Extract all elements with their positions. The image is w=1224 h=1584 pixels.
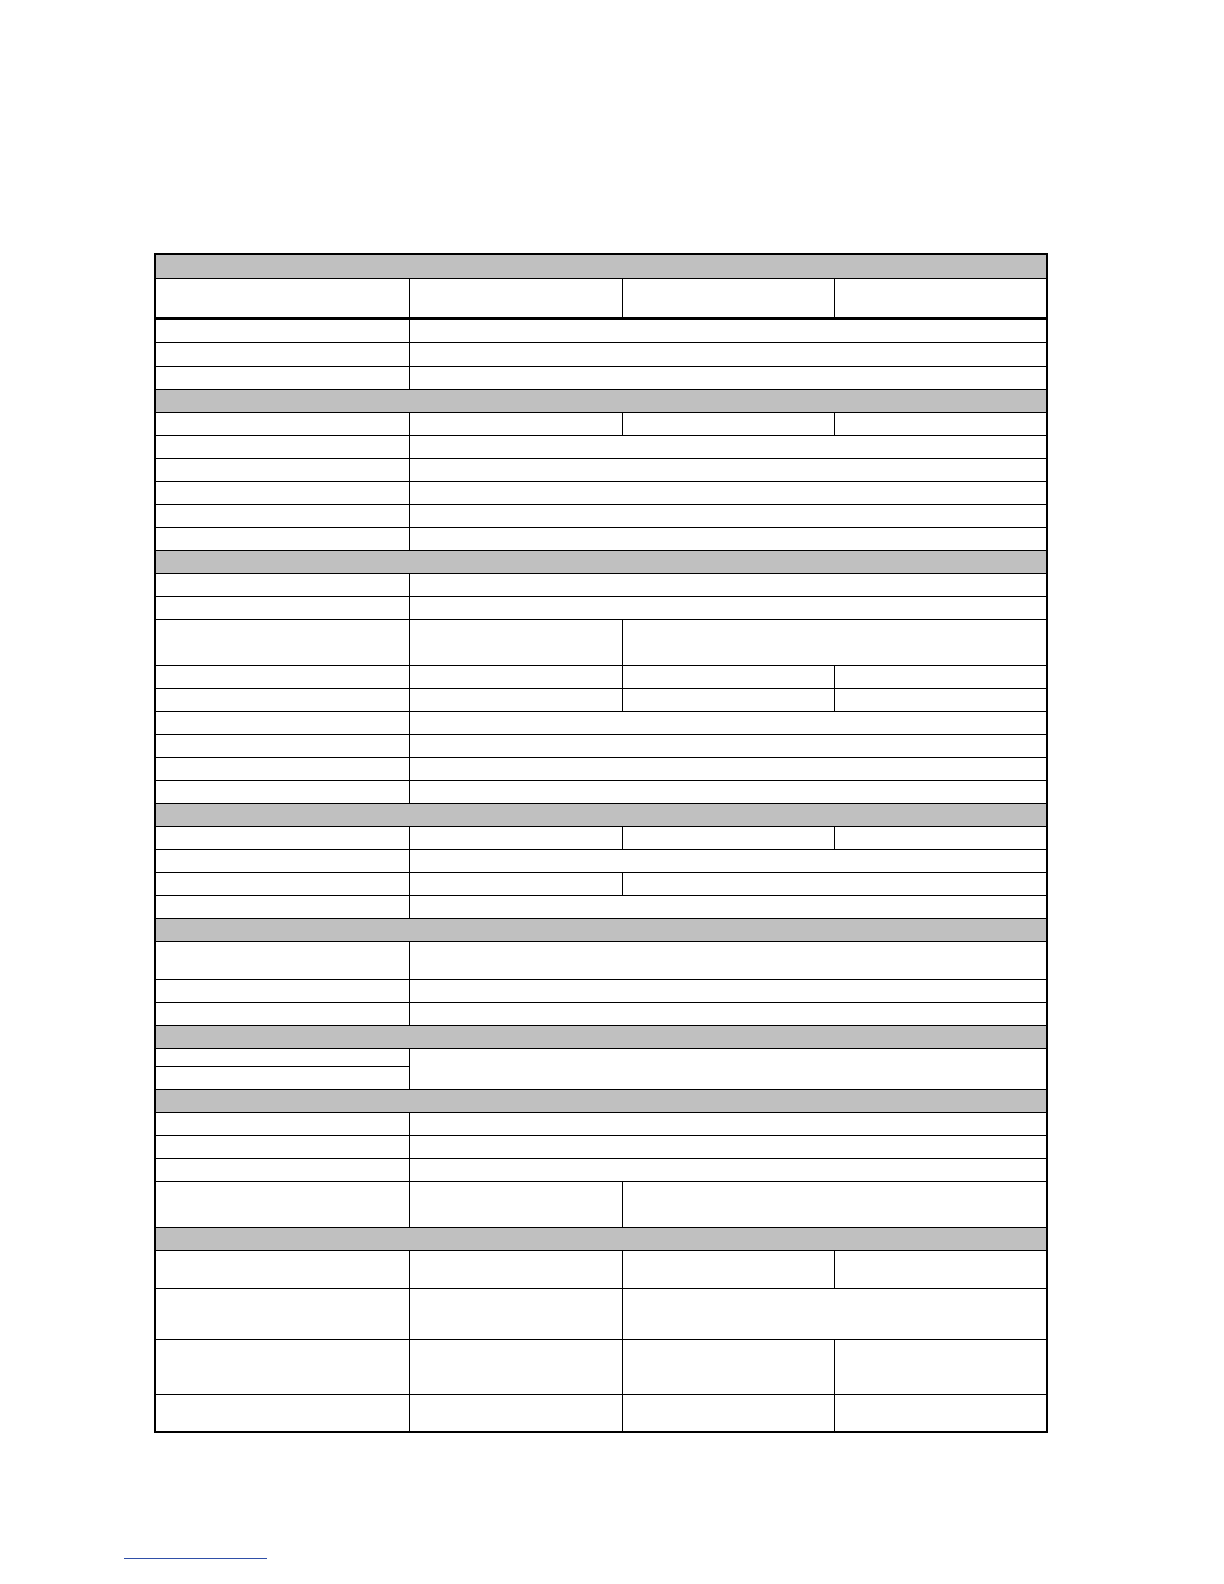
field-value[interactable] xyxy=(409,504,1047,527)
field-label xyxy=(155,1135,409,1158)
field-label xyxy=(155,619,409,665)
field-value[interactable] xyxy=(409,711,1047,734)
field-label xyxy=(155,826,409,849)
field-value[interactable] xyxy=(409,849,1047,872)
column-header-label xyxy=(155,278,409,318)
field-label xyxy=(155,1158,409,1181)
column-header-3 xyxy=(622,278,834,318)
field-label xyxy=(155,435,409,458)
field-value[interactable] xyxy=(409,527,1047,550)
field-label xyxy=(155,1250,409,1288)
section-header-7 xyxy=(155,1089,1047,1112)
field-label xyxy=(155,1002,409,1025)
field-label xyxy=(155,458,409,481)
field-value[interactable] xyxy=(409,1135,1047,1158)
field-value[interactable] xyxy=(622,619,1047,665)
field-value[interactable] xyxy=(622,1250,834,1288)
field-label xyxy=(155,527,409,550)
field-value[interactable] xyxy=(409,1394,622,1432)
field-value[interactable] xyxy=(622,826,834,849)
field-label xyxy=(155,979,409,1002)
field-value[interactable] xyxy=(409,757,1047,780)
field-value[interactable] xyxy=(409,573,1047,596)
field-value[interactable] xyxy=(622,872,1047,895)
field-label xyxy=(155,1066,409,1089)
field-value[interactable] xyxy=(409,872,622,895)
field-value[interactable] xyxy=(409,895,1047,918)
field-value[interactable] xyxy=(834,665,1047,688)
column-header-4 xyxy=(834,278,1047,318)
section-header-5 xyxy=(155,918,1047,941)
field-label xyxy=(155,780,409,803)
field-label xyxy=(155,596,409,619)
field-label xyxy=(155,1394,409,1432)
field-label xyxy=(155,734,409,757)
form-table xyxy=(154,253,1048,1433)
column-header-2 xyxy=(409,278,622,318)
field-value[interactable] xyxy=(622,1339,834,1394)
field-value[interactable] xyxy=(409,665,622,688)
field-value[interactable] xyxy=(409,1002,1047,1025)
field-value[interactable] xyxy=(834,826,1047,849)
field-value[interactable] xyxy=(409,458,1047,481)
field-label xyxy=(155,757,409,780)
section-header-8 xyxy=(155,1227,1047,1250)
field-value[interactable] xyxy=(409,596,1047,619)
field-value[interactable] xyxy=(409,1339,622,1394)
field-value[interactable] xyxy=(409,1112,1047,1135)
field-label xyxy=(155,1288,409,1339)
field-label xyxy=(155,665,409,688)
field-label xyxy=(155,895,409,918)
section-header-6 xyxy=(155,1025,1047,1048)
field-value[interactable] xyxy=(409,342,1047,366)
section-header-4 xyxy=(155,803,1047,826)
field-value[interactable] xyxy=(622,665,834,688)
field-value[interactable] xyxy=(834,1394,1047,1432)
section-header-1 xyxy=(155,254,1047,278)
field-value[interactable] xyxy=(834,688,1047,711)
field-value[interactable] xyxy=(834,1250,1047,1288)
field-label xyxy=(155,688,409,711)
field-value[interactable] xyxy=(409,412,622,435)
field-value[interactable] xyxy=(834,412,1047,435)
field-label xyxy=(155,872,409,895)
field-value[interactable] xyxy=(622,1394,834,1432)
field-label xyxy=(155,412,409,435)
footnote-separator xyxy=(124,1558,267,1559)
field-label xyxy=(155,941,409,979)
field-value[interactable] xyxy=(409,619,622,665)
field-value[interactable] xyxy=(409,1250,622,1288)
field-value[interactable] xyxy=(622,688,834,711)
field-value[interactable] xyxy=(409,941,1047,979)
field-value[interactable] xyxy=(409,318,1047,342)
field-label xyxy=(155,1339,409,1394)
field-value[interactable] xyxy=(409,688,622,711)
section-header-3 xyxy=(155,550,1047,573)
field-value[interactable] xyxy=(409,435,1047,458)
field-label xyxy=(155,504,409,527)
field-label xyxy=(155,1181,409,1227)
field-label xyxy=(155,481,409,504)
field-label xyxy=(155,1112,409,1135)
field-value[interactable] xyxy=(409,481,1047,504)
field-value[interactable] xyxy=(834,1339,1047,1394)
field-value[interactable] xyxy=(622,1181,1047,1227)
field-value[interactable] xyxy=(622,1288,1047,1339)
section-header-2 xyxy=(155,389,1047,412)
field-value[interactable] xyxy=(409,1048,1047,1089)
field-value[interactable] xyxy=(409,366,1047,389)
field-label xyxy=(155,573,409,596)
field-value[interactable] xyxy=(409,979,1047,1002)
field-value[interactable] xyxy=(622,412,834,435)
field-label xyxy=(155,366,409,389)
field-value[interactable] xyxy=(409,1288,622,1339)
field-value[interactable] xyxy=(409,826,622,849)
field-value[interactable] xyxy=(409,780,1047,803)
field-label xyxy=(155,1048,409,1066)
field-label xyxy=(155,318,409,342)
field-value[interactable] xyxy=(409,734,1047,757)
field-label xyxy=(155,849,409,872)
field-label xyxy=(155,342,409,366)
field-label xyxy=(155,711,409,734)
field-value[interactable] xyxy=(409,1181,622,1227)
field-value[interactable] xyxy=(409,1158,1047,1181)
